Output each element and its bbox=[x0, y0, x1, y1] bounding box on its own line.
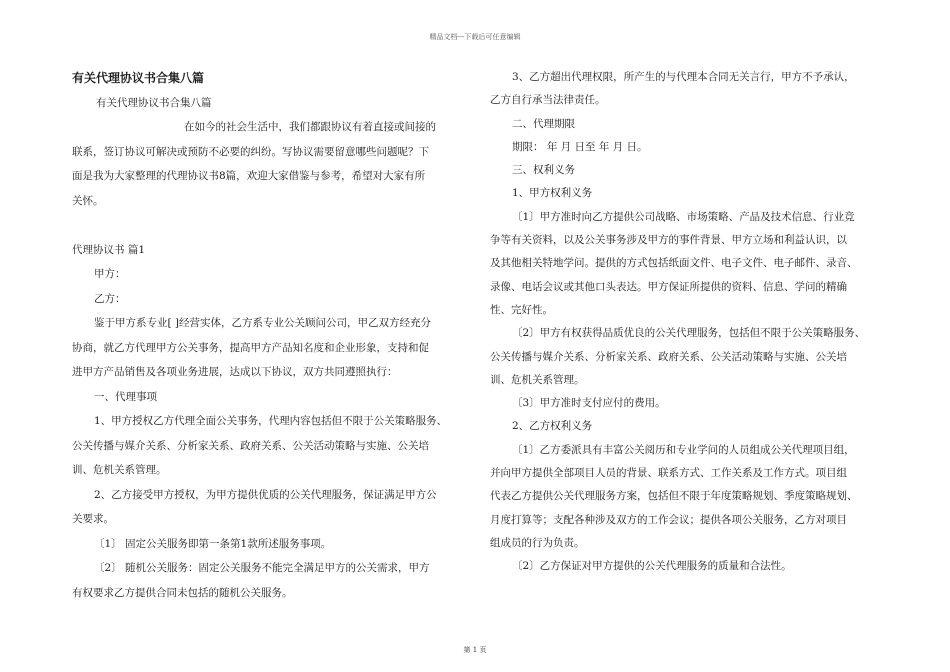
page-header: 精品文档---下载后可任意编辑 bbox=[429, 33, 521, 41]
clause-line: 争等有关资料，以及公关事务涉及甲方的事件背景、甲方立场和利益认识，以 bbox=[490, 234, 847, 247]
intro-line: 面是我为大家整理的代理协议书8篇，欢迎大家借鉴与参考，希望对大家有所 bbox=[72, 170, 426, 182]
item-line: 2、乙方接受甲方授权，为甲方提供优质的公关代理服务，保证满足甲方公 bbox=[94, 488, 437, 501]
intro-line: 关怀。 bbox=[72, 194, 104, 207]
subheading-party-a: 1、甲方权利义务 bbox=[512, 187, 593, 200]
item-line: 公关传播与媒介关系、分析家关系、政府关系、公关活动策略与实施、公关培 bbox=[72, 439, 429, 452]
subitem-line: 有权要求乙方提供合同未包括的随机公关服务。 bbox=[72, 586, 293, 599]
clause-line: 及其他相关特地学问。提供的方式包括纸面文件、电子文件、电子邮件、录音、 bbox=[490, 257, 858, 270]
paragraph-line: 鉴于甲方系专业[ ]经营实体，乙方系专业公关顾问公司，甲乙双方经充分 bbox=[94, 317, 432, 329]
heading-agency-period: 二、代理期限 bbox=[512, 117, 575, 130]
heading-agency-matters: 一、代理事项 bbox=[94, 390, 157, 403]
item-line: 1、甲方授权乙方代理全面公关事务，代理内容包括但不限于公关策略服务、 bbox=[94, 415, 448, 427]
clause-line: 公关传播与媒介关系、分析家关系、政府关系、公关活动策略与实施、公关培 bbox=[490, 350, 847, 363]
item-line: 训、危机关系管理。 bbox=[72, 464, 167, 476]
intro-line: 联系，签订协议可解决或预防不必要的纠纷。写协议需要留意哪些问题呢？下 bbox=[72, 145, 429, 158]
party-a-label: 甲方： bbox=[94, 268, 126, 280]
clause-line: 录像、电话会议或其他口头表达。甲方保证所提供的资料、信息、学问的精确 bbox=[490, 280, 847, 293]
left-column bbox=[72, 66, 468, 605]
paragraph-line: 协商，就乙方代理甲方公关事务，提高甲方产品知名度和企业形象，支持和促 bbox=[72, 341, 429, 354]
period-line: 期限： 年 月 日至 年 月 日。 bbox=[512, 140, 648, 153]
clause-line: 训、危机关系管理。 bbox=[490, 373, 585, 386]
intro-line: 在如今的社会生活中，我们都跟协议有着直接或间接的 bbox=[184, 121, 436, 133]
item-line: 3、乙方超出代理权限，所产生的与代理本合同无关言行，甲方不予承认， bbox=[512, 71, 855, 83]
section-title: 代理协议书 篇1 bbox=[72, 243, 146, 256]
heading-rights-obligations: 三、权利义务 bbox=[512, 164, 575, 177]
clause-line: 性、完好性。 bbox=[490, 303, 553, 316]
clause-line: 〔1〕甲方准时向乙方提供公司战略、市场策略、产品及技术信息、行业竞 bbox=[512, 210, 855, 223]
paragraph-line: 进甲方产品销售及各项业务进展，达成以下协议，双方共同遵照执行： bbox=[72, 366, 398, 378]
right-column bbox=[490, 66, 882, 579]
item-line: 关要求。 bbox=[72, 513, 114, 525]
subheading-party-b: 2、乙方权利义务 bbox=[512, 420, 593, 433]
clause-line: 并向甲方提供全部项目人员的背景、联系方式、工作关系及工作方式。项目组 bbox=[490, 467, 847, 480]
page-number: 第 1 页 bbox=[463, 646, 487, 654]
clause-line: 〔2〕乙方保证对甲方提供的公关代理服务的质量和合法性。 bbox=[512, 560, 792, 573]
clause-line: 〔1〕乙方委派具有丰富公关阅历和专业学问的人员组成公关代理项目组， bbox=[512, 443, 855, 456]
item-line: 乙方自行承当法律责任。 bbox=[490, 94, 606, 107]
document-title: 有关代理协议书合集八篇 bbox=[72, 71, 205, 85]
subitem-line: 〔1〕 固定公关服务即第一条第1款所述服务事项。 bbox=[94, 537, 332, 550]
subitem-line: 〔2〕 随机公关服务：固定公关服务不能完全满足甲方的公关需求，甲方 bbox=[94, 562, 430, 574]
clause-line: 月度打算等；支配各种涉及双方的工作会议；提供各项公关服务，乙方对项目 bbox=[490, 513, 847, 526]
clause-line: 〔3〕甲方准时支付应付的费用。 bbox=[512, 397, 666, 410]
clause-line: 组成员的行为负责。 bbox=[490, 536, 585, 549]
clause-line: 〔2〕甲方有权获得品质优良的公关代理服务，包括但不限于公关策略服务、 bbox=[512, 327, 866, 340]
document-subtitle: 有关代理协议书合集八篇 bbox=[96, 96, 212, 109]
clause-line: 代表乙方提供公关代理服务方案，包括但不限于年度策略规划、季度策略规划、 bbox=[490, 490, 858, 503]
party-b-label: 乙方： bbox=[94, 292, 126, 305]
